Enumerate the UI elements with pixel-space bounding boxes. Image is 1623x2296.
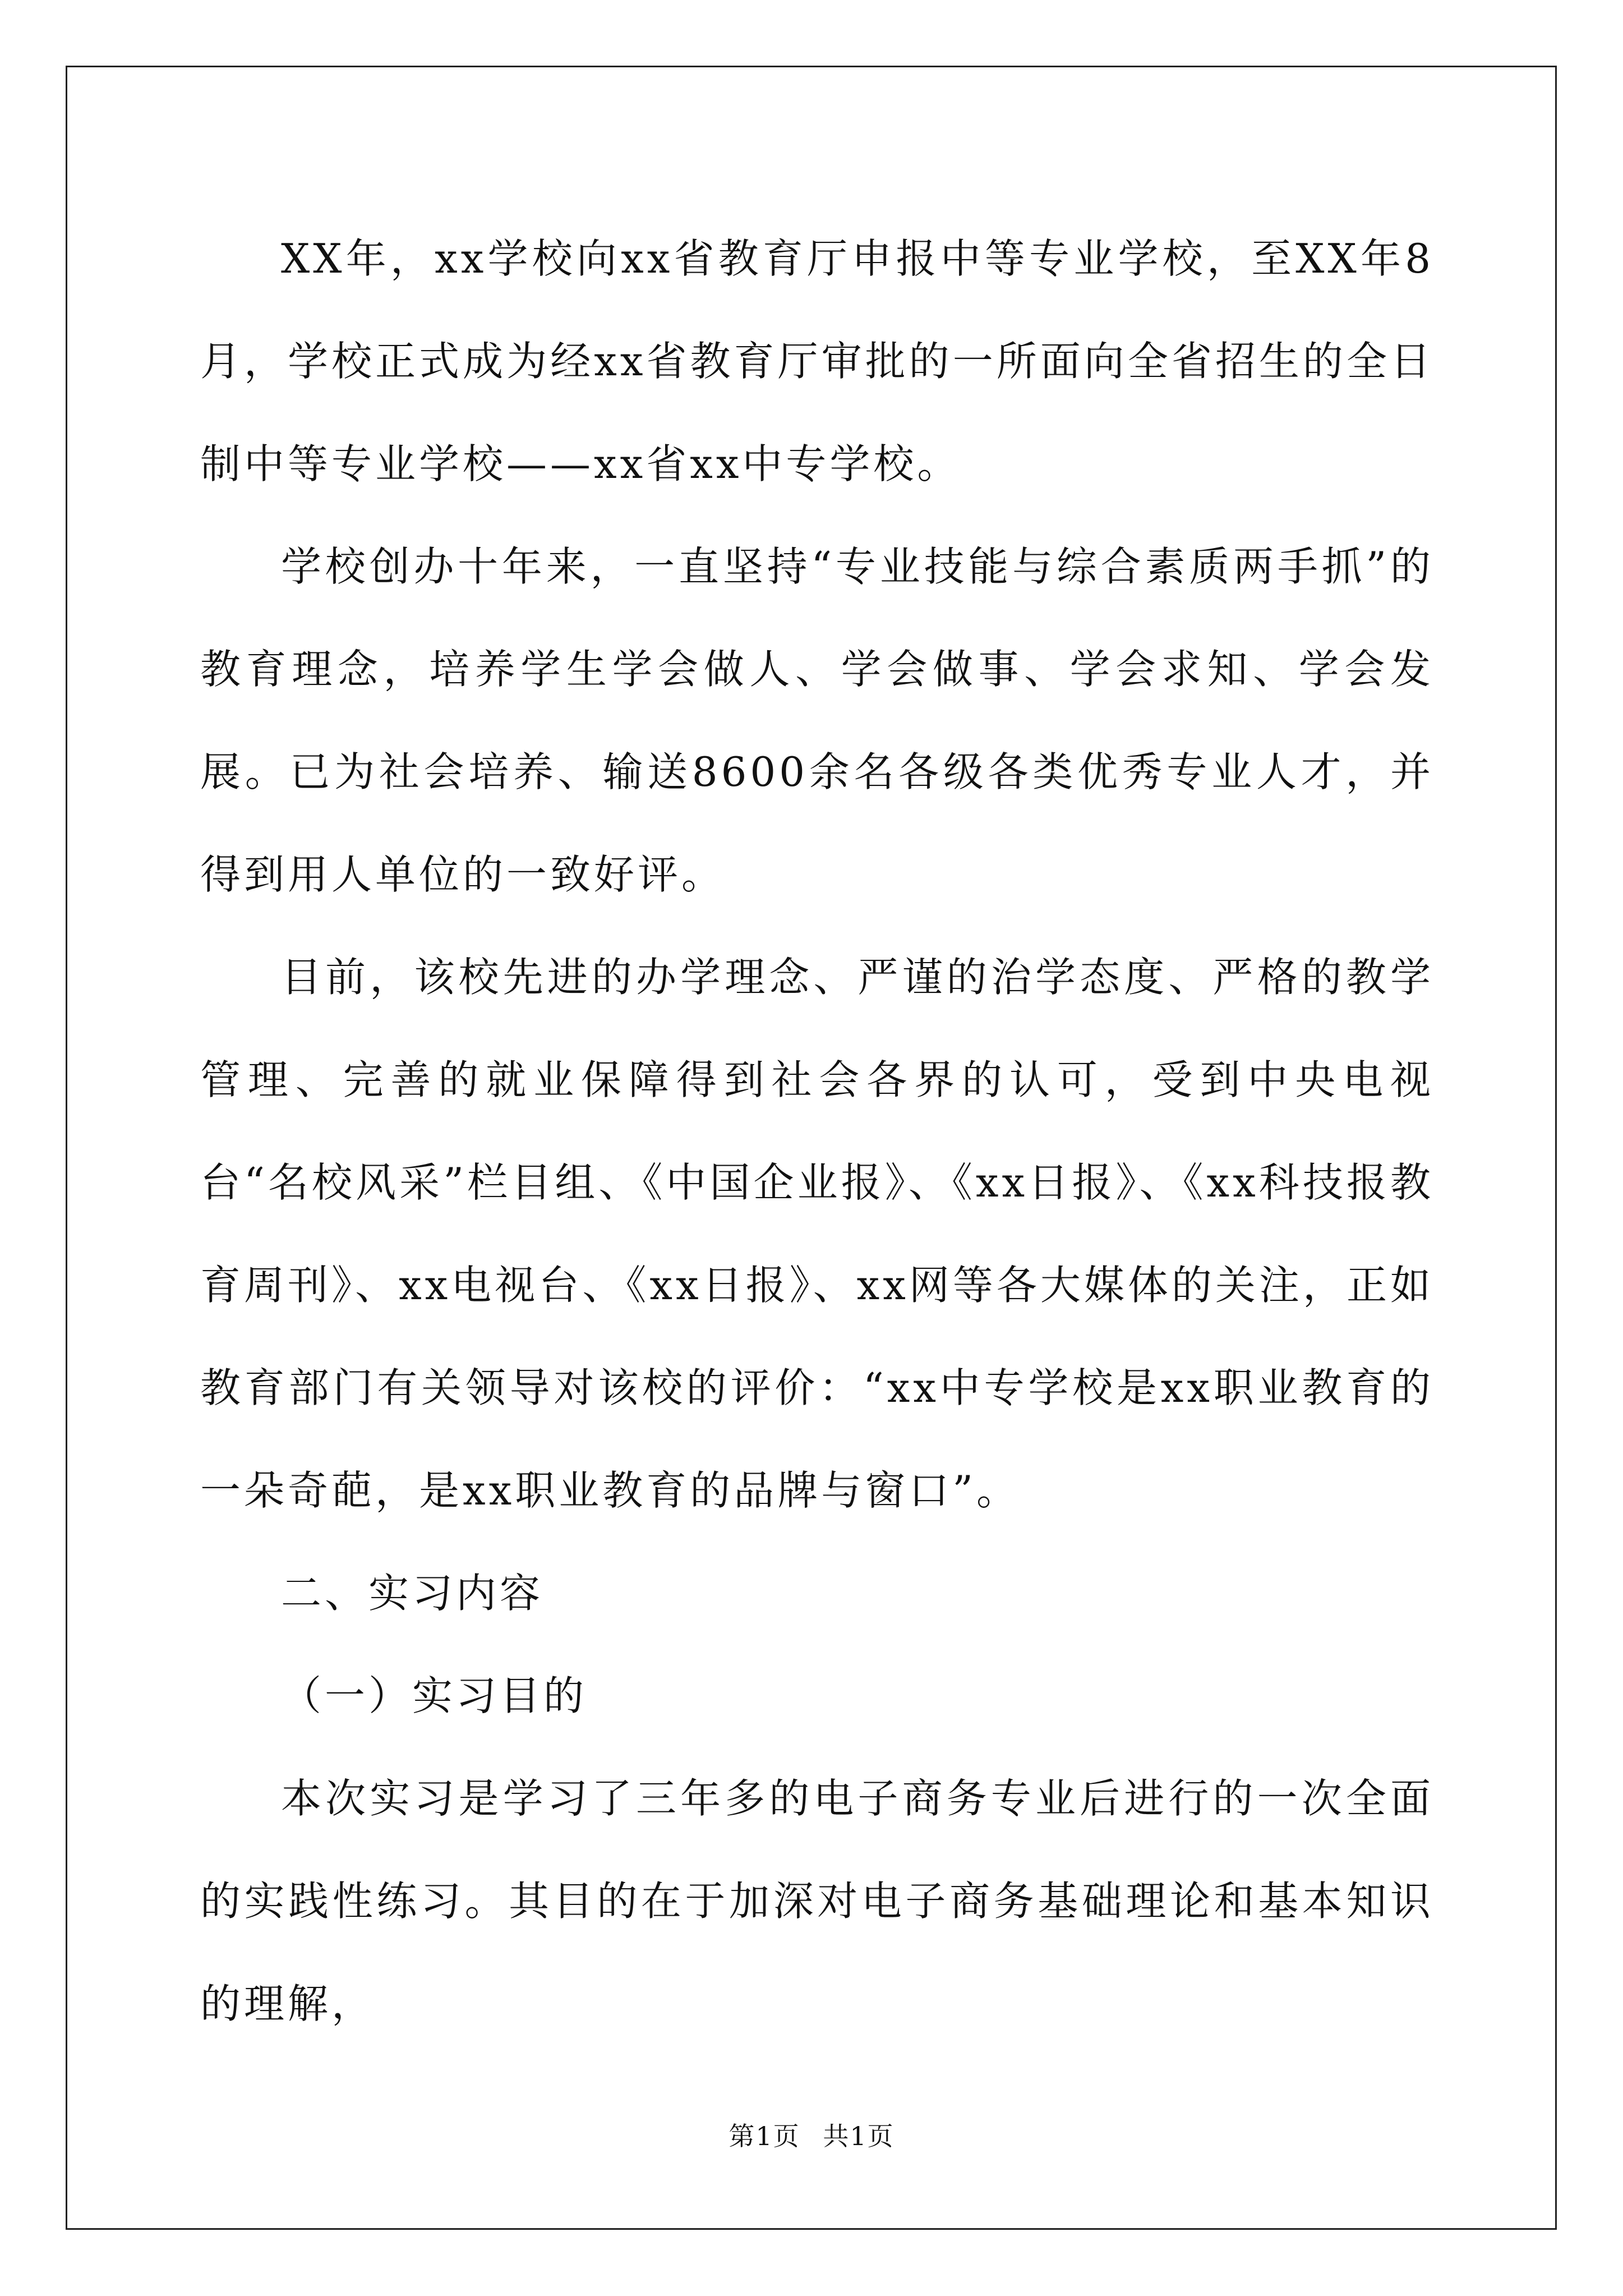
paragraph-school-philosophy: 学校创办十年来，一直坚持“专业技能与综合素质两手抓”的教育理念，培养学生学会做人、学会做事、学会求知、学会发展。已为社会培养、输送8600余名各级各类优秀专业人才，并得到用人单位的一致好评。 [200, 543, 1434, 898]
paragraph-school-reputation: 目前，该校先进的办学理念、严谨的治学态度、严格的教学管理、完善的就业保障得到社会各界的认可，受到中央电视台“名校风采”栏目组、《中国企业报》、《xx日报》、《xx科技报教育周刊》、xx电视台、《xx日报》、xx网等各大媒体的关注，正如教育部门有关领导对该校的评价：“xx中专学校是xx职业教育的一朵奇葩，是xx职业教育的品牌与窗口”。 [200, 954, 1434, 1514]
section-heading: 二、实习内容 [281, 1570, 544, 1617]
subsection-heading: （一）实习目的 [281, 1672, 588, 1719]
page-number-current: 第1页 [728, 2121, 800, 2151]
page-number-total: 共1页 [823, 2121, 895, 2151]
paragraph-internship-purpose: 本次实习是学习了三年多的电子商务专业后进行的一次全面的实践性练习。其目的在于加深对电子商务基础理论和基本知识的理解， [200, 1775, 1434, 2027]
document-body [200, 208, 1434, 2055]
page-footer [0, 2119, 1623, 2153]
paragraph-school-history: XX年，xx学校向xx省教育厅申报中等专业学校，至XX年8月，学校正式成为经xx省教育厅审批的一所面向全省招生的全日制中等专业学校——xx省xx中专学校。 [200, 235, 1434, 487]
